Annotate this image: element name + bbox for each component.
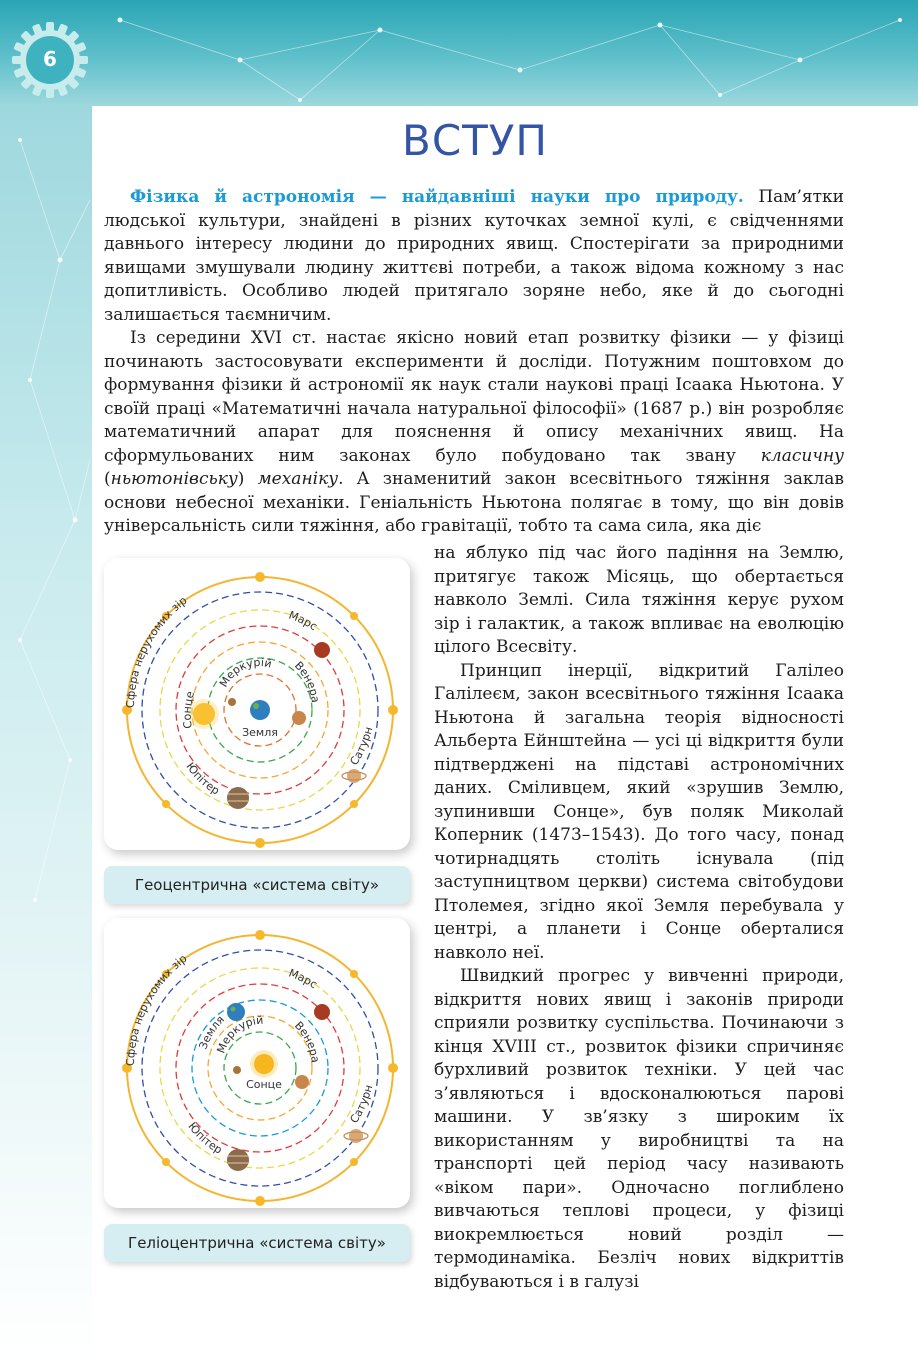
label-mars: Марс xyxy=(286,608,320,634)
page-number: 6 xyxy=(43,47,57,71)
page-title: ВСТУП xyxy=(402,116,548,165)
continued-paragraph: на яблуко під час його падіння на Землю, притягує також Місяць, що обертається навколо Землі. Сила тяжіння керує рухом зір і галактик, а також впливає на еволюцію цілого Всесвіту. xyxy=(434,543,844,657)
heliocentric-caption: Геліоцентрична «система світу» xyxy=(104,1224,410,1262)
intro-block xyxy=(104,186,844,539)
geocentric-caption: Геоцентрична «система світу» xyxy=(104,866,410,904)
label-mercury: Меркурій xyxy=(214,1013,264,1056)
italic-term: ньютонівську xyxy=(110,469,238,489)
side-band xyxy=(0,106,92,1360)
label-sun: Сонце xyxy=(180,689,198,730)
label-mars: Марс xyxy=(286,966,320,992)
label-saturn: Сатурн xyxy=(347,1083,376,1126)
mars-planet xyxy=(314,1004,330,1020)
right-column-text xyxy=(434,542,844,1294)
venus-planet xyxy=(292,711,306,725)
label-sphere: Сфера нерухомих зір xyxy=(123,951,190,1067)
mercury-planet xyxy=(228,698,236,706)
heliocentric-diagram-svg xyxy=(104,918,410,1208)
saturn-planet xyxy=(349,1129,363,1143)
paragraph-copernicus: Принцип інерції, відкритий Галілео Галілеєм, закон всесвітнього тяжіння Ісаака Ньютона й загальна теорія відносності Альберта Ейнштейна — усі ці відкриття були підтверджені на підставі астрономічних даних. Сміливцем, який «зрушив Землю, зупинивши Сонце», був поляк Миколай Коперник (1473–1543). До того часу, понад чотирнадцять століть існувала (під заступництвом церкви) система світобудови Птолемея, згідно якої Земля перебувала у центрі, а планети і Сонце оберталися навколо неї. xyxy=(434,660,844,963)
italic-term: класичну xyxy=(760,445,844,466)
text-span: ( xyxy=(104,469,111,489)
label-sun: Сонце xyxy=(246,1078,282,1091)
label-earth: Земля xyxy=(196,1012,227,1052)
geocentric-diagram-svg xyxy=(104,558,410,850)
sun-planet xyxy=(254,1054,274,1074)
label-venus: Венера xyxy=(291,1019,322,1064)
label-sphere: Сфера нерухомих зір xyxy=(123,593,190,709)
geocentric-diagram xyxy=(104,558,410,850)
label-mercury: Меркурій xyxy=(217,655,273,690)
label-jupiter: Юпітер xyxy=(183,760,222,798)
jupiter-planet xyxy=(227,787,249,809)
paragraph-newton xyxy=(104,327,844,539)
intro-text: Пам’ятки людської культури, знайдені в різних куточках земної кулі, є свідченнями давнього інтересу людини до природних явищ. Спостерігати за природними явищами змушували людину життєві потреби, а також відома кожному з нас допитливість. Особливо людей притягало зоряне небо, яке й до сьогодні залишається таємничим. xyxy=(104,187,845,325)
intro-paragraph xyxy=(104,186,844,327)
label-saturn: Сатурн xyxy=(347,725,376,768)
venus-planet xyxy=(295,1075,309,1089)
text-span: ) xyxy=(237,469,258,489)
italic-term: механіку xyxy=(257,469,339,489)
intro-lead: Фізика й астрономія — найдавніші науки про природу. xyxy=(130,187,744,207)
mars-planet xyxy=(314,642,330,658)
saturn-planet xyxy=(347,769,361,783)
text-span: . А знаменитий закон всесвітнього тяжіння заклав основи небесної механіки. Геніальність Ньютона полягає в тому, що він довів універсальність сили тяжіння, або гравітації, тобто та сама сила, яка діє xyxy=(104,469,844,536)
paragraph-progress: Швидкий прогрес у вивченні природи, відкриття нових явищ і законів природи сприяли розвитку суспільства. Починаючи з кінця XVIII ст., розвиток фізики спричиняє бурхливий розвиток техніки. У цей час з’являються і вдосконалюються парові машини. У зв’язку з широким їх використанням у виробництві та на транспорті цей період часу називають «віком пари». Одночасно поглиблено вивчаються теплові процеси, у фізиці виокремлюється новий розділ — термодинаміка. Безліч нових відкриттів відбуваються і в галузі xyxy=(434,966,844,1292)
mercury-planet xyxy=(233,1066,241,1074)
heliocentric-diagram xyxy=(104,918,410,1208)
jupiter-planet xyxy=(227,1149,249,1171)
label-venus: Венера xyxy=(291,659,322,704)
text-span: Із середини XVI ст. настає якісно новий етап розвитку фізики — у фізиці починають застосовувати експерименти й досліди. Потужним поштовхом до формування фізики й астрономії як наук стали наукові праці Ісаака Ньютона. У своїй праці «Математичні начала натуральної філософії» (1687 р.) він розробляє математичний апарат для пояснення й опису механічних явищ. На сформульованих ним законах було побудовано так звану xyxy=(104,328,844,466)
earth-planet xyxy=(227,1003,245,1021)
earth-planet xyxy=(250,700,270,720)
header-band xyxy=(0,0,918,106)
label-earth: Земля xyxy=(242,726,278,739)
label-jupiter: Юпітер xyxy=(185,1119,225,1157)
